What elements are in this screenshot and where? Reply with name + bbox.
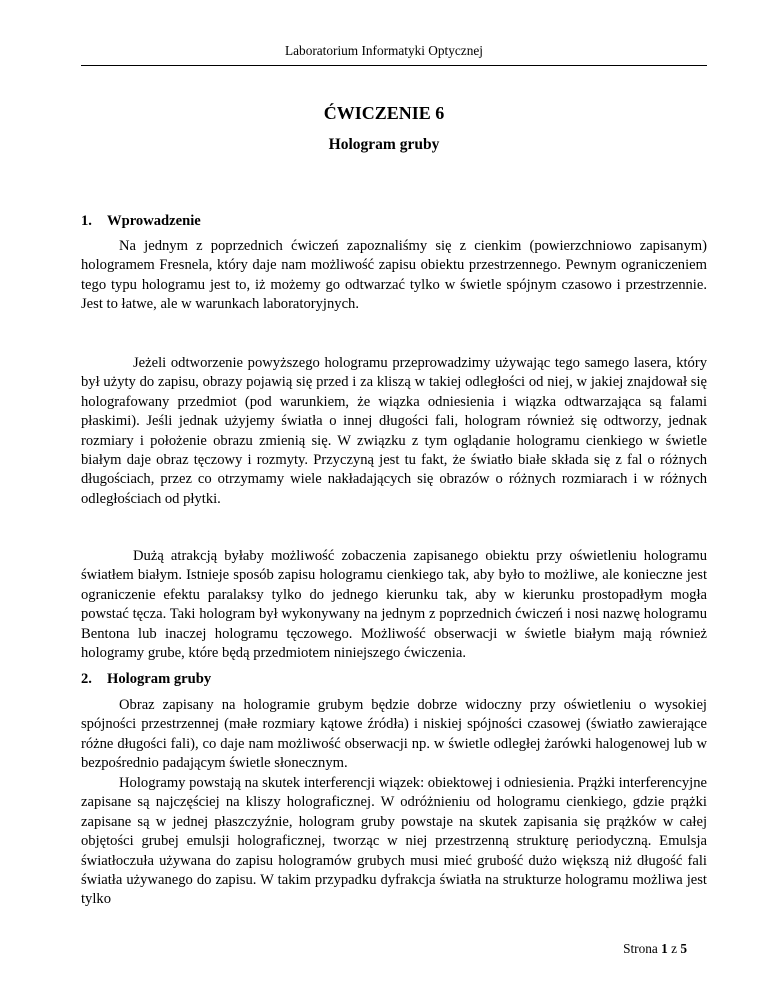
page-separator: z — [667, 941, 681, 956]
page-label: Strona — [623, 941, 662, 956]
paragraph: Hologramy powstają na skutek interferencji wiązek: obiektowej i odniesienia. Prążki interferencyjne zapisane są najczęściej na kliszy holograficznej. W odróżnieniu od hologramu cienkiego, gdzie prążki zapisane są w jednej płaszczyźnie, hologram gruby powstaje na skutek zapisania się prążków w całej objętości grubej emulsji holograficznej, tworząc w niej przestrzenną strukturę periodyczną. Emulsja światłoczuła używana do zapisu hologramów grubych musi mieć grubość dużo większą niż długość fali światła używanego do zapisu. W takim przypadku dyfrakcja światła na strukturze hologramu możliwa jest tylko — [81, 775, 707, 908]
section-heading-introduction — [81, 213, 201, 230]
section-title: Hologram gruby — [107, 671, 212, 687]
section-number: 2. — [81, 671, 92, 687]
header-divider — [81, 65, 707, 66]
paragraph: Dużą atrakcją byłaby możliwość zobaczenia zapisanego obiektu przy oświetleniu hologramu światłem białym. Istnieje sposób zapisu hologramu cienkiego tak, aby było to możliwe, ale konieczne jest ograniczenie efektu paralaksy tylko do jednego kierunku tak, aby w kierunku prostopadłym mogła powstać tęcza. Taki hologram był wykonywany na jednym z poprzednich ćwiczeń i nosi nazwę hologramu Bentona lub inaczej hologramu tęczowego. Możliwość obserwacji w świetle białym mają również hologramy grube, które będą przedmiotem niniejszego ćwiczenia. — [81, 548, 707, 662]
total-pages: 5 — [680, 941, 687, 956]
section-heading-thick-hologram — [81, 671, 211, 688]
paragraph: Jeżeli odtworzenie powyższego hologramu przeprowadzimy używając tego samego lasera, który był użyty do zapisu, obrazy pojawią się przed i za kliszą w takiej odległości od niej, w jakiej znajdował się holografowany przedmiot (pod warunkiem, że wiązka odniesienia i wiązka odtwarzająca są falami płaskimi). Jeśli jednak użyjemy światła o innej długości fali, hologram również się odtworzy, jednak rozmiary i położenie obrazu zmienią się. W związku z tym oglądanie hologramu cienkiego w świetle białym daje obraz tęczowy i rozmyty. Przyczyną jest tu fakt, że światło białe składa się z fal o różnych długościach, przez co otrzymamy wiele nakładających się obrazów o różnych rozmiarach i w różnych odległościach od płytki. — [81, 355, 707, 507]
section-title: Wprowadzenie — [107, 213, 201, 229]
current-page: 1 — [661, 941, 668, 956]
page-header: Laboratorium Informatyki Optycznej — [285, 43, 483, 58]
exercise-title: ĆWICZENIE 6 — [323, 103, 445, 123]
section-number: 1. — [81, 213, 92, 229]
paragraph: Na jednym z poprzednich ćwiczeń zapoznaliśmy się z cienkim (powierzchniowo zapisanym) hologramem Fresnela, który daje nam możliwość zapisu obiektu przestrzennego. Pewnym ograniczeniem tego typu hologramu jest to, iż możemy go odtwarzać tylko w świetle spójnym czasowo i przestrzennie. Jest to łatwe, ale w warunkach laboratoryjnych. — [81, 238, 707, 313]
page-number — [623, 941, 687, 957]
exercise-subtitle: Hologram gruby — [328, 136, 440, 153]
paragraph: Obraz zapisany na hologramie grubym będzie dobrze widoczny przy oświetleniu o wysokiej spójności przestrzennej (małe rozmiary kątowe źródła) i niskiej spójności czasowej (światło zawierające różne długości fali), co daje nam możliwość obserwacji np. w świetle odległej żarówki halogenowej lub w bezpośrednio padającym świetle słonecznym. — [81, 697, 707, 772]
